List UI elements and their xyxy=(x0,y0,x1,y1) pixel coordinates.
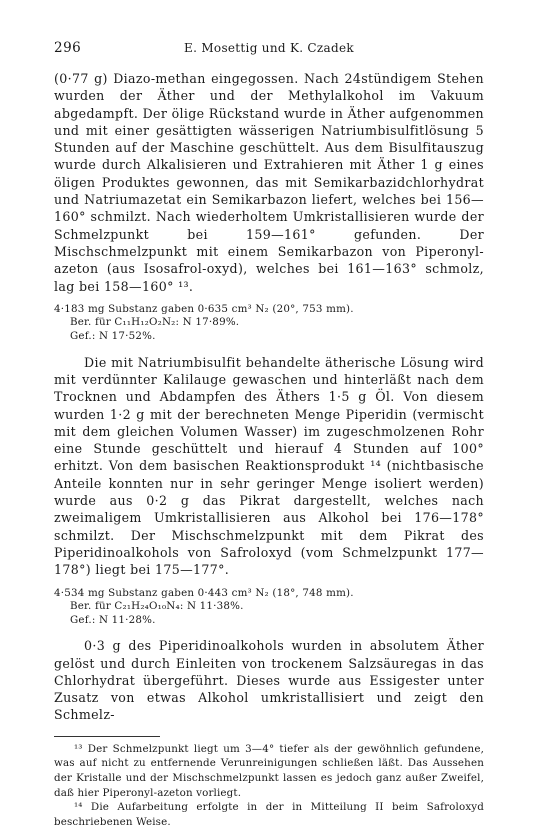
page-header xyxy=(54,40,484,62)
analysis-block-1 xyxy=(54,303,484,344)
analysis-line: 4·183 mg Substanz gaben 0·635 cm³ N₂ (20°, 753 mm). xyxy=(54,302,354,315)
footnote-13: ¹³ Der Schmelzpunkt liegt um 3—4° tiefer als der gewöhnlich gefundene, was auf nicht zu entfernende Verunreinigungen schließen läßt. Das Aussehen der Kristalle und der Mischschmelzpunkt lassen es jedoch ganz außer Zweifel, daß hier Piperonyl-azeton vorliegt. xyxy=(54,742,484,799)
analysis-line: 4·534 mg Substanz gaben 0·443 cm³ N₂ (18°, 748 mm). xyxy=(54,586,354,599)
footnote-14: ¹⁴ Die Aufarbeitung erfolgte in der in Mitteilung II beim Safroloxyd beschriebenen Weise. xyxy=(54,801,484,828)
footnote-divider xyxy=(54,736,160,737)
analysis-line: Ber. für C₁₁H₁₂O₂N₂: N 17·89%. xyxy=(70,316,240,329)
page-content xyxy=(54,40,484,829)
main-text xyxy=(54,70,484,724)
analysis-line: Gef.: N 17·52%. xyxy=(70,330,156,343)
paragraph-3: 0·3 g des Piperidinoalkohols wurden in absolutem Äther gelöst und durch Einleiten von trockenem Salzsäuregas in das Chlorhydrat übergeführt. Dieses wurde aus Essigester unter Zusatz von etwas Alkohol umkristallisiert und zeigt den Schmelz- xyxy=(54,638,484,723)
analysis-block-2 xyxy=(54,587,484,628)
page-number: 296 xyxy=(54,40,82,56)
footnotes xyxy=(54,742,484,830)
running-title: E. Mosettig und K. Czadek xyxy=(184,41,354,55)
analysis-line: Gef.: N 11·28%. xyxy=(70,613,156,626)
paragraph-2: Die mit Natriumbisulfit behandelte ätherische Lösung wird mit verdünnter Kalilauge gewaschen und hinterläßt nach dem Trocknen und Abdampfen des Äthers 1·5 g Öl. Von diesem wurden 1·2 g mit der berechneten Menge Piperidin (vermischt mit dem gleichen Volumen Wasser) im zugeschmolzenen Rohr eine Stunde geschüttelt und hierauf 4 Stunden auf 100° erhitzt. Von dem basischen Reaktionsprodukt ¹⁴ (nichtbasische Anteile konnten nur in sehr geringer Menge isoliert werden) wurde aus 0·2 g das Pikrat dargestellt, welches nach zweimaligem Umkristallisieren aus Alkohol bei 176—178° schmilzt. Der Mischschmelzpunkt mit dem Pikrat des Piperidinoalkohols von Safroloxyd (vom Schmelzpunkt 177—178°) liegt bei 175—177°. xyxy=(54,354,484,578)
paragraph-1: (0·77 g) Diazo-methan eingegossen. Nach 24stündigem Stehen wurden der Äther und der Methylalkohol im Vakuum abgedampft. Der ölige Rückstand wurde in Äther aufgenommen und mit einer gesättigten wässerigen Natriumbisulfitlösung 5 Stunden auf der Maschine geschüttelt. Aus dem Bisulfitauszug wurde durch Alkalisieren und Extrahieren mit Äther 1 g eines öligen Produktes gewonnen, das mit Semikarbazidchlorhydrat und Natriumazetat ein Semikarbazon liefert, welches bei 156—160° schmilzt. Nach wiederholtem Umkristallisieren wurde der Schmelzpunkt bei 159—161° gefunden. Der Mischschmelzpunkt mit einem Semikarbazon von Piperonyl-azeton (aus Isosafrol-oxyd), welches bei 161—163° schmolz, lag bei 158—160° ¹³. xyxy=(54,71,484,294)
analysis-line: Ber. für C₂₁H₂₄O₁₀N₄: N 11·38%. xyxy=(70,600,244,613)
